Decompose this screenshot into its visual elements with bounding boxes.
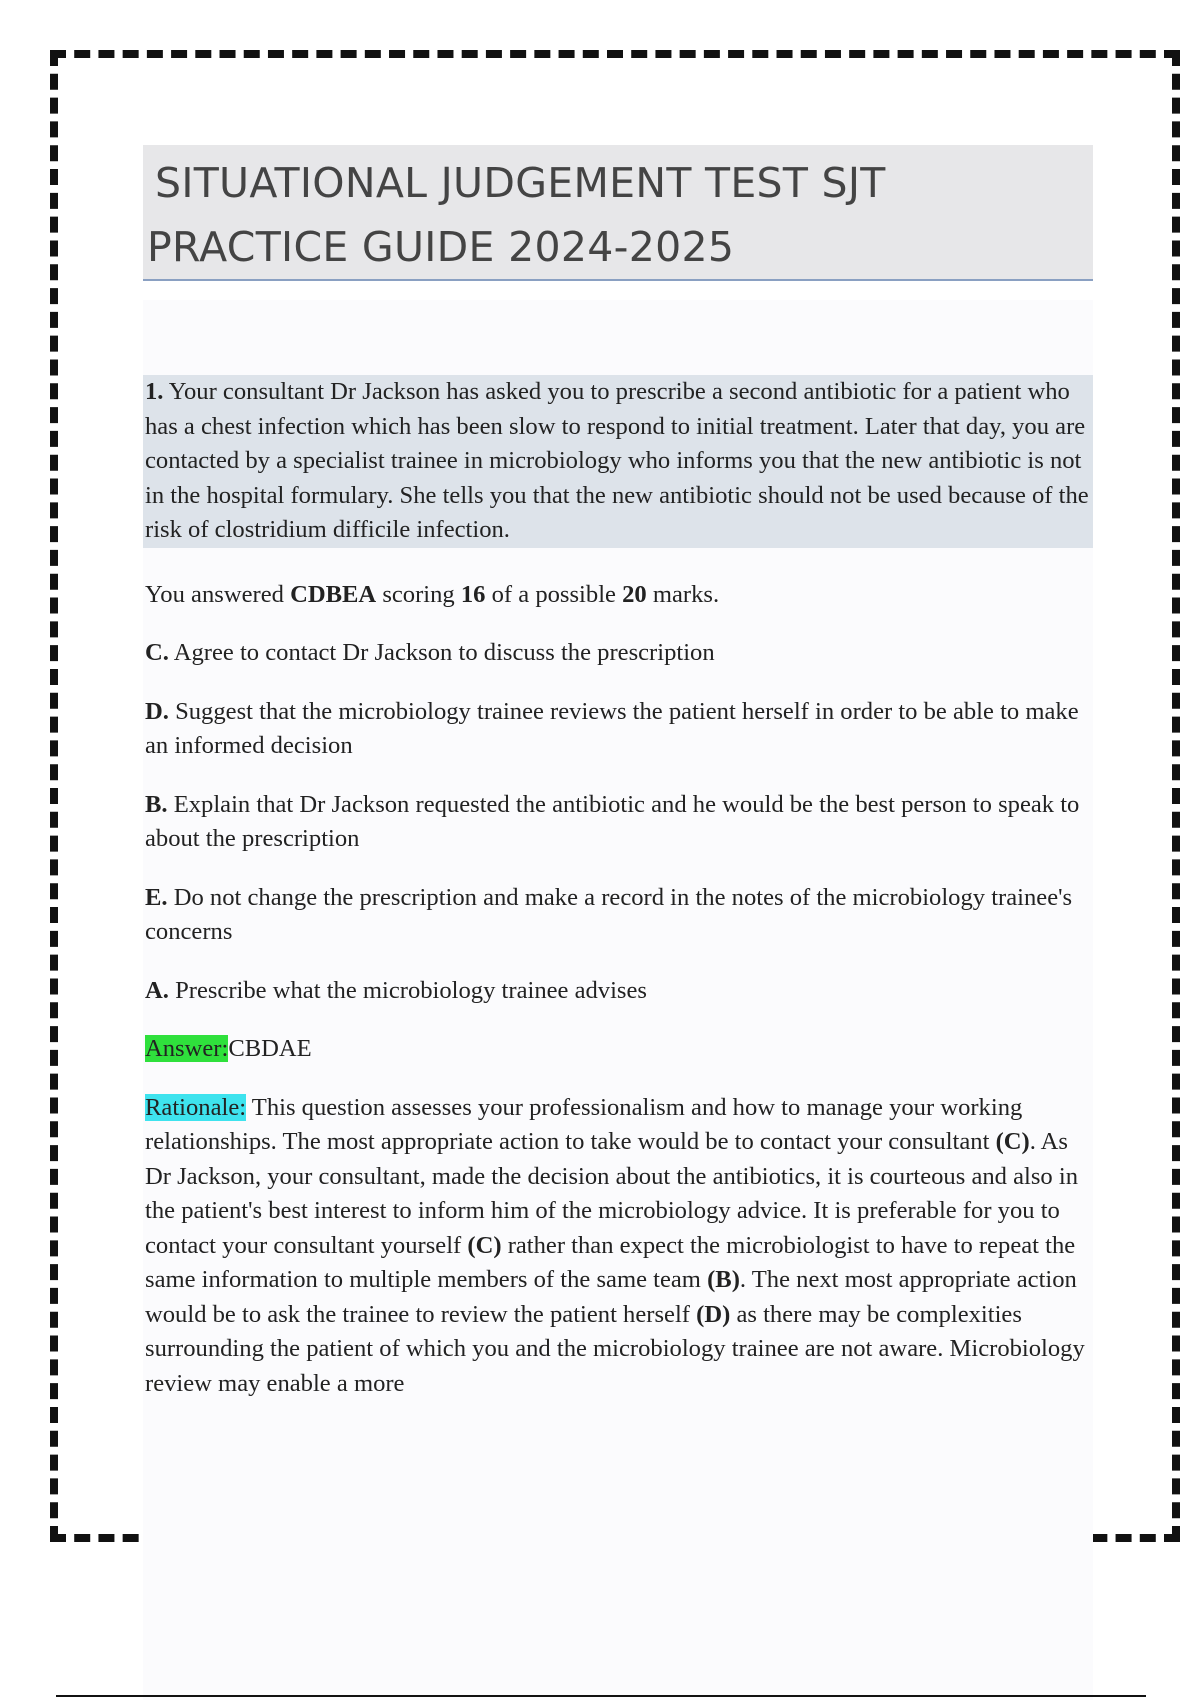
answer-label: Answer: <box>145 1035 229 1062</box>
rationale-text: . The next most appropriate action would be to ask the trainee to review the patient herself <box>145 1266 1077 1328</box>
title-line-1: SITUATIONAL JUDGEMENT TEST SJT <box>155 159 886 207</box>
option-item <box>145 881 1093 950</box>
option-item <box>145 788 1093 857</box>
rationale-ref: (C) <box>467 1231 502 1259</box>
option-text: Agree to contact Dr Jackson to discuss the prescription <box>173 639 715 666</box>
option-letter: E. <box>145 883 168 911</box>
rationale-text: rather than expect the microbiologist to have to repeat the same information to multiple members of the same team <box>145 1231 1076 1293</box>
score-value: 16 <box>460 580 486 608</box>
score-line <box>145 578 1093 613</box>
answer-value: CBDAE <box>228 1035 312 1062</box>
title-line-2: PRACTICE GUIDE 2024-2025 <box>147 223 735 271</box>
rationale-ref: (C) <box>995 1128 1030 1155</box>
option-item <box>145 636 1093 671</box>
bottom-divider <box>56 1695 1146 1697</box>
rationale-label: Rationale: <box>145 1093 247 1121</box>
score-suffix: marks. <box>652 580 720 608</box>
rationale-text: as there may be complexities surrounding the patient of which you and the microbiology trainee are not aware. Microbiology review may enable a more <box>145 1300 1085 1397</box>
option-letter: A. <box>145 976 169 1004</box>
question-text: Your consultant Dr Jackson has asked you to prescribe a second antibiotic for a patient who has a chest infection which has been slow to respond to initial treatment. Later that day, you are contacted by a specialist trainee in microbiology who informs you that the new antibiotic is not in the hospital formulary. She tells you that the new antibiotic should not be used because of the risk of clostridium difficile infection. <box>145 378 1089 543</box>
option-letter: C. <box>145 639 169 666</box>
option-letter: B. <box>145 790 168 818</box>
option-text: Explain that Dr Jackson requested the antibiotic and he would be the best person to speak to about the prescription <box>145 790 1080 852</box>
score-mid: scoring <box>382 580 455 608</box>
rationale-paragraph <box>145 1091 1093 1402</box>
page-title <box>147 151 1093 279</box>
title-box <box>143 145 1093 281</box>
document-body <box>145 375 1093 1401</box>
answered-sequence: CDBEA <box>290 580 377 608</box>
option-text: Do not change the prescription and make a record in the notes of the microbiology trainee's concerns <box>145 883 1073 945</box>
option-item <box>145 695 1093 764</box>
rationale-ref: (B) <box>707 1266 740 1293</box>
question-block <box>143 375 1093 548</box>
rationale-text: . As Dr Jackson, your consultant, made the decision about the antibiotics, it is courteous and also in the patient's best interest to inform him of the microbiology advice. It is preferable for you to contact your consultant yourself <box>145 1128 1079 1259</box>
score-of-text: of a possible <box>491 580 616 608</box>
answer-line <box>145 1032 1093 1067</box>
score-prefix: You answered <box>145 580 284 608</box>
option-text: Prescribe what the microbiology trainee advises <box>175 976 647 1004</box>
option-letter: D. <box>145 697 169 725</box>
score-max: 20 <box>622 580 647 608</box>
option-text: Suggest that the microbiology trainee reviews the patient herself in order to be able to make an informed decision <box>145 697 1079 759</box>
question-number: 1. <box>145 378 164 405</box>
rationale-ref: (D) <box>696 1300 731 1328</box>
rationale-text: This question assesses your professionalism and how to manage your working relationships. The most appropriate action to take would be to contact your consultant <box>145 1093 1023 1155</box>
option-item <box>145 974 1093 1009</box>
